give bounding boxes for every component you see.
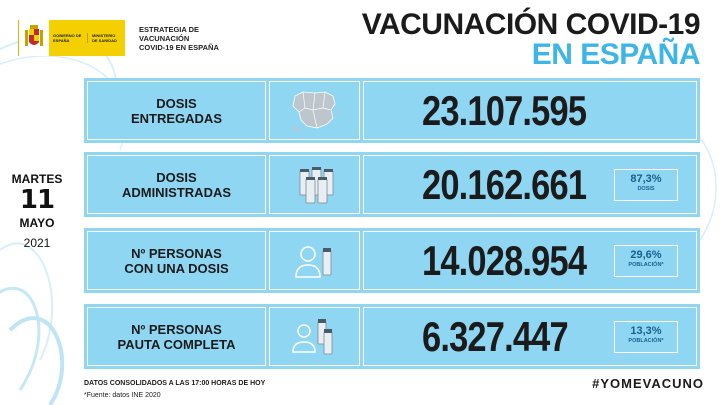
strategy-line: VACUNACIÓN — [139, 33, 190, 43]
stat-value-cell — [363, 307, 697, 366]
stat-row-doses-delivered — [84, 78, 700, 143]
date-month: MAYO — [19, 216, 55, 230]
percentage-badge — [614, 169, 678, 201]
stat-label — [87, 155, 266, 214]
page-subtitle: EN ESPAÑA — [531, 38, 700, 71]
date-day: 11 — [19, 185, 55, 215]
stat-value: 23.107.595 — [422, 86, 587, 134]
source-note: *Fuente: datos INE 2020 — [84, 392, 161, 399]
strategy-line: ESTRATEGIA DE — [139, 24, 200, 34]
stat-label-line: PAUTA COMPLETA — [117, 336, 236, 352]
stat-value: 14.028.954 — [422, 236, 587, 284]
page-title: VACUNACIÓN COVID-19 — [361, 8, 700, 41]
person-two-vials-icon — [269, 307, 360, 366]
vaccine-vials-icon — [269, 155, 360, 214]
percentage-value: 13,3% — [630, 324, 662, 337]
percentage-badge — [614, 321, 678, 353]
strategy-line: COVID-19 EN ESPAÑA — [139, 42, 219, 52]
percentage-label: POBLACIÓN* — [628, 261, 664, 268]
stat-label-line: DOSIS — [156, 169, 197, 185]
stat-value-cell — [363, 155, 697, 214]
stat-row-full-schedule — [84, 304, 700, 369]
stat-value: 20.162.661 — [422, 160, 587, 208]
stat-row-doses-administered — [84, 152, 700, 217]
stat-row-one-dose — [84, 228, 700, 293]
stat-label-line: Nº PERSONAS — [131, 245, 222, 261]
hashtag: #YOMEVACUNO — [592, 376, 704, 391]
date-block — [6, 172, 68, 250]
percentage-badge — [614, 245, 678, 277]
header-logos — [18, 20, 259, 56]
consolidated-note: DATOS CONSOLIDADOS A LAS 17:00 HORAS DE HOY — [84, 380, 266, 387]
gov-text: GOBIERNO DE ESPAÑA — [53, 33, 82, 43]
stat-label — [87, 307, 266, 366]
date-weekday: MARTES — [11, 172, 63, 186]
stat-label-line: Nº PERSONAS — [131, 321, 222, 337]
ministry-text: MINISTERIO DE SANIDAD — [87, 33, 125, 43]
coat-of-arms-icon — [19, 20, 49, 56]
stat-label — [87, 81, 266, 140]
date-year: 2021 — [23, 236, 51, 250]
stat-value-cell — [363, 231, 697, 290]
stat-value-cell — [363, 81, 697, 140]
stat-label-line: CON UNA DOSIS — [124, 260, 229, 276]
spain-map-icon — [269, 81, 360, 140]
stat-value: 6.327.447 — [422, 312, 568, 360]
stat-label — [87, 231, 266, 290]
percentage-label: DOSIS — [637, 185, 655, 192]
government-logo — [18, 20, 125, 56]
strategy-text — [139, 25, 259, 52]
percentage-label: POBLACIÓN* — [628, 337, 664, 344]
stat-label-line: DOSIS — [156, 95, 197, 111]
stat-label-line: ENTREGADAS — [130, 110, 222, 126]
stat-label-line: ADMINISTRADAS — [121, 184, 232, 200]
percentage-value: 87,3% — [630, 172, 662, 185]
percentage-value: 29,6% — [630, 248, 662, 261]
person-vial-icon — [269, 231, 360, 290]
